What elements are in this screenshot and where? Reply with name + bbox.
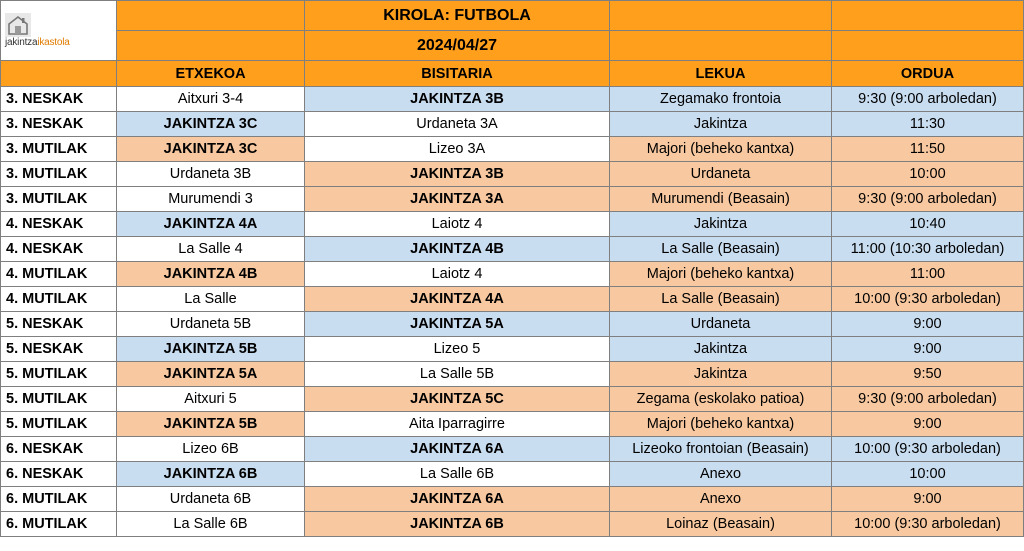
row-away-team: JAKINTZA 6A [305, 487, 610, 512]
row-home-team: JAKINTZA 3C [117, 137, 305, 162]
row-time: 10:00 (9:30 arboledan) [832, 512, 1024, 537]
row-away-team: La Salle 6B [305, 462, 610, 487]
row-place: Zegamako frontoia [610, 87, 832, 112]
row-place: Murumendi (Beasain) [610, 187, 832, 212]
row-time: 9:00 [832, 487, 1024, 512]
row-category: 5. NESKAK [1, 312, 117, 337]
row-category: 6. MUTILAK [1, 512, 117, 537]
row-place: Jakintza [610, 337, 832, 362]
row-away-team: Urdaneta 3A [305, 112, 610, 137]
row-away-team: Aita Iparragirre [305, 412, 610, 437]
row-category: 3. MUTILAK [1, 137, 117, 162]
header-empty-cell [610, 1, 832, 31]
row-home-team: Aitxuri 5 [117, 387, 305, 412]
row-time: 11:00 [832, 262, 1024, 287]
row-category: 4. NESKAK [1, 212, 117, 237]
row-away-team: JAKINTZA 5C [305, 387, 610, 412]
row-time: 9:00 [832, 337, 1024, 362]
row-place: Majori (beheko kantxa) [610, 262, 832, 287]
row-category: 5. NESKAK [1, 337, 117, 362]
row-category: 6. NESKAK [1, 462, 117, 487]
header-empty-cell [610, 31, 832, 61]
row-place: Urdaneta [610, 162, 832, 187]
row-category: 3. MUTILAK [1, 187, 117, 212]
row-time: 10:40 [832, 212, 1024, 237]
header-empty-cell [117, 31, 305, 61]
row-home-team: JAKINTZA 4B [117, 262, 305, 287]
row-time: 9:30 (9:00 arboledan) [832, 187, 1024, 212]
row-category: 4. MUTILAK [1, 262, 117, 287]
row-home-team: Urdaneta 3B [117, 162, 305, 187]
row-category: 5. MUTILAK [1, 387, 117, 412]
column-header-place: LEKUA [610, 61, 832, 87]
row-away-team: JAKINTZA 3B [305, 162, 610, 187]
row-home-team: Aitxuri 3-4 [117, 87, 305, 112]
row-away-team: Lizeo 5 [305, 337, 610, 362]
row-away-team: Laiotz 4 [305, 262, 610, 287]
row-time: 10:00 [832, 462, 1024, 487]
row-time: 11:00 (10:30 arboledan) [832, 237, 1024, 262]
row-category: 4. NESKAK [1, 237, 117, 262]
table-row [1, 437, 1024, 462]
table-row [1, 512, 1024, 537]
table-row [1, 337, 1024, 362]
row-place: Jakintza [610, 362, 832, 387]
row-away-team: JAKINTZA 6B [305, 512, 610, 537]
row-category: 3. NESKAK [1, 87, 117, 112]
table-row [1, 287, 1024, 312]
row-place: Anexo [610, 487, 832, 512]
row-home-team: La Salle 4 [117, 237, 305, 262]
row-place: Urdaneta [610, 312, 832, 337]
logo-text: jakintzaikastola [5, 37, 70, 48]
column-header-away: BISITARIA [305, 61, 610, 87]
row-place: La Salle (Beasain) [610, 237, 832, 262]
row-home-team: JAKINTZA 5B [117, 337, 305, 362]
row-place: Jakintza [610, 212, 832, 237]
row-away-team: JAKINTZA 5A [305, 312, 610, 337]
row-away-team: JAKINTZA 3A [305, 187, 610, 212]
row-place: Majori (beheko kantxa) [610, 412, 832, 437]
row-category: 6. MUTILAK [1, 487, 117, 512]
row-time: 9:30 (9:00 arboledan) [832, 387, 1024, 412]
table-row [1, 162, 1024, 187]
table-row [1, 312, 1024, 337]
header-empty-cell [832, 31, 1024, 61]
house-icon [5, 13, 31, 37]
logo [1, 1, 117, 61]
row-category: 3. MUTILAK [1, 162, 117, 187]
row-away-team: JAKINTZA 4A [305, 287, 610, 312]
row-place: Loinaz (Beasain) [610, 512, 832, 537]
column-header-home: ETXEKOA [117, 61, 305, 87]
row-place: Jakintza [610, 112, 832, 137]
row-time: 10:00 (9:30 arboledan) [832, 287, 1024, 312]
row-home-team: JAKINTZA 3C [117, 112, 305, 137]
table-row [1, 412, 1024, 437]
row-time: 9:50 [832, 362, 1024, 387]
table-row [1, 487, 1024, 512]
row-away-team: Lizeo 3A [305, 137, 610, 162]
row-home-team: JAKINTZA 5A [117, 362, 305, 387]
row-home-team: JAKINTZA 6B [117, 462, 305, 487]
row-category: 5. MUTILAK [1, 412, 117, 437]
row-place: Zegama (eskolako patioa) [610, 387, 832, 412]
row-home-team: Urdaneta 6B [117, 487, 305, 512]
table-row [1, 112, 1024, 137]
table-row [1, 137, 1024, 162]
table-row [1, 87, 1024, 112]
row-home-team: Murumendi 3 [117, 187, 305, 212]
row-home-team: JAKINTZA 4A [117, 212, 305, 237]
row-place: La Salle (Beasain) [610, 287, 832, 312]
table-row [1, 262, 1024, 287]
row-away-team: JAKINTZA 3B [305, 87, 610, 112]
row-time: 10:00 [832, 162, 1024, 187]
sport-title: KIROLA: FUTBOLA [305, 1, 610, 31]
row-time: 9:00 [832, 312, 1024, 337]
row-time: 9:30 (9:00 arboledan) [832, 87, 1024, 112]
row-home-team: Lizeo 6B [117, 437, 305, 462]
row-home-team: JAKINTZA 5B [117, 412, 305, 437]
match-date: 2024/04/27 [305, 31, 610, 61]
table-row [1, 462, 1024, 487]
table-row [1, 187, 1024, 212]
row-place: Majori (beheko kantxa) [610, 137, 832, 162]
row-category: 3. NESKAK [1, 112, 117, 137]
row-time: 9:00 [832, 412, 1024, 437]
table-row [1, 237, 1024, 262]
row-away-team: La Salle 5B [305, 362, 610, 387]
row-place: Lizeoko frontoian (Beasain) [610, 437, 832, 462]
row-category: 4. MUTILAK [1, 287, 117, 312]
table-row [1, 387, 1024, 412]
table-row [1, 212, 1024, 237]
row-home-team: Urdaneta 5B [117, 312, 305, 337]
row-time: 11:30 [832, 112, 1024, 137]
row-category: 5. MUTILAK [1, 362, 117, 387]
row-away-team: JAKINTZA 4B [305, 237, 610, 262]
header-empty-cell [1, 61, 117, 87]
row-time: 10:00 (9:30 arboledan) [832, 437, 1024, 462]
row-time: 11:50 [832, 137, 1024, 162]
row-away-team: JAKINTZA 6A [305, 437, 610, 462]
row-place: Anexo [610, 462, 832, 487]
header-empty-cell [117, 1, 305, 31]
row-home-team: La Salle [117, 287, 305, 312]
row-home-team: La Salle 6B [117, 512, 305, 537]
row-away-team: Laiotz 4 [305, 212, 610, 237]
header-empty-cell [832, 1, 1024, 31]
table-row [1, 362, 1024, 387]
column-header-time: ORDUA [832, 61, 1024, 87]
row-category: 6. NESKAK [1, 437, 117, 462]
